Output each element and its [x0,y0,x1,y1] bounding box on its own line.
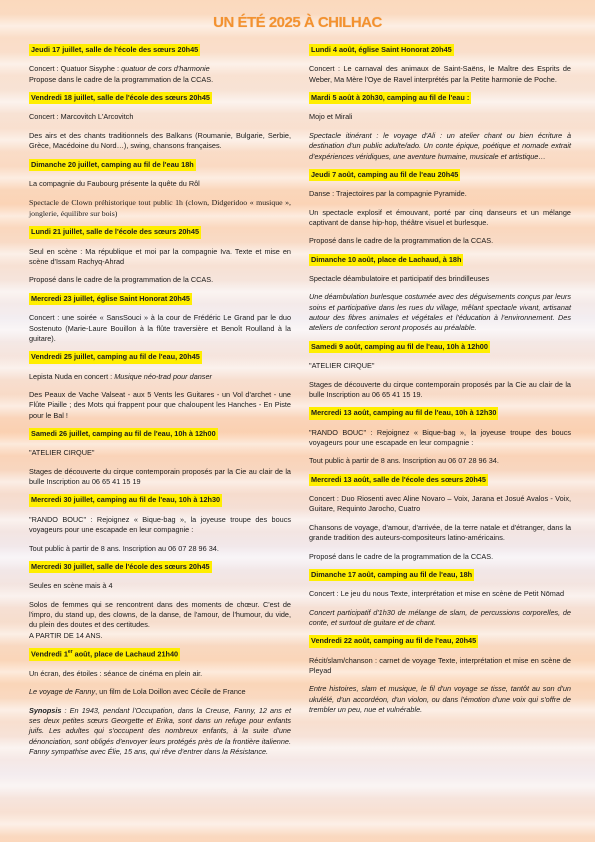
event-heading: Jeudi 7 août, camping au fil de l'eau 20h45 [309,169,460,181]
event-description: Concert : une soirée « SansSouci » à la cour de Frédéric Le Grand par le duo Sostenuto (Marie-Laure Bouillon à la flûte traversière et Benoît Roulland à la guitare). [29,313,291,343]
event-description: Danse : Trajectoires par la compagnie Pyramide. [309,189,467,199]
event-description: Concert participatif d'1h30 de mélange de slam, de percussions corporelles, de conte, et surtout de guitare et de chant. [309,607,571,627]
event-description: Concert : Quatuor Sisyphe : quatuor de cors d'harmonie Propose dans le cadre de la programmation de la CCAS. [29,64,214,84]
event-description: Tout public à partir de 8 ans. Inscription au 06 07 28 96 34. [309,456,499,466]
event-description: Tout public à partir de 8 ans. Inscription au 06 07 28 96 34. [29,543,219,553]
event-heading: Vendredi 18 juillet, salle de l'école des sœurs 20h45 [29,92,212,104]
event-heading: Samedi 9 août, camping au fil de l'eau, 10h à 12h00 [309,341,490,353]
event-aug-13-evening [309,474,571,562]
event-description: La compagnie du Faubourg présente la quête du Rôl [29,178,200,188]
event-description: Récit/slam/chanson : carnet de voyage Texte, interprétation et mise en scène de Pleyad [309,655,571,676]
event-jul-17 [29,44,291,85]
event-aug-13-morning [309,407,571,466]
event-heading: Mardi 5 août à 20h30, camping au fil de l'eau : [309,92,471,104]
event-jul-30-morning [29,494,291,553]
event-heading: Dimanche 17 août, camping au fil de l'eau, 18h [309,569,474,581]
event-description: Un spectacle explosif et émouvant, porté par cinq danseurs et un mélange captivant de danse hip-hop, théâtre visuel et burlesque. [309,207,571,227]
event-aug-4 [309,44,571,85]
event-description: Stages de découverte du cirque contemporain proposés par la Cie au clair de la bulle Inscription au 06 65 41 15 19. [309,379,571,399]
event-jul-21 [29,226,291,285]
event-description: Des Peaux de Vache Valseat - aux 5 Vents les Guitares - un Vol d'archet - une Flûte Piaille ; des Mots qui frappent pour que chaloupent les Hanches - En Piste pour le Bal ! [29,389,291,420]
event-heading: Vendredi 22 août, camping au fil de l'eau, 20h45 [309,635,478,647]
event-heading: Vendredi 25 juillet, camping au fil de l'eau, 20h45 [29,351,202,363]
event-heading: Jeudi 17 juillet, salle de l'école des sœurs 20h45 [29,44,200,56]
event-description: Seules en scène mais à 4 [29,581,113,591]
event-heading: Dimanche 20 juillet, camping au fil de l'eau 18h [29,159,196,171]
event-description: Spectacle déambulatoire et participatif des brindilleuses [309,274,490,284]
event-aug-5 [309,92,571,162]
event-description: "ATELIER CIRQUE" [309,361,375,371]
event-description: Proposé dans le cadre de la programmation de la CCAS. [309,551,494,561]
event-description: Stages de découverte du cirque contemporain proposés par la Cie au clair de la bulle Inscription au 06 65 41 15 19 [29,466,291,487]
right-column [309,44,571,715]
event-heading: Samedi 26 juillet, camping au fil de l'eau, 10h à 12h00 [29,428,218,440]
event-aug-7 [309,169,571,247]
event-heading: Mercredi 30 juillet, camping au fil de l'eau, 10h à 12h30 [29,494,222,506]
event-description: Solos de femmes qui se rencontrent dans des moments de chœur. C'est de l'impro, du stand up, des clowns, de la danse, de l'amour, de l'humour, du vide, du plein des doutes et des certitudes. A PARTIR DE 14 ANS. [29,599,291,640]
event-aug-17 [309,569,571,628]
event-description: Seul en scène : Ma république et moi par la compagnie Iva. Texte et mise en scène d'Issam Rachyq-Ahrad [29,246,291,267]
event-heading: Lundi 4 août, église Saint Honorat 20h45 [309,44,454,56]
event-description: Proposé dans le cadre de la programmation de la CCAS. [29,275,214,285]
event-description: Proposé dans le cadre de la programmation de la CCAS. [309,236,494,246]
event-synopsis: Synopsis : En 1943, pendant l'Occupation, dans la Creuse, Fanny, 12 ans et ses deux petites sœurs Georgette et Erika, sont dans un refuge pour enfants juifs. Les adultes qui s'occupent des nombreux enfants, à la suite d'une dénonciation, sont obligés d'envoyer leurs protégés près de la frontière italienne. Fanny sympathise avec Élie, 15 ans, qui rêve d'entrer dans la Résistance. [29,705,291,756]
event-heading: Mercredi 23 juillet, église Saint Honorat 20h45 [29,293,192,305]
event-description: "RANDO BOUC" : Rejoignez « Bique-bag », la joyeuse troupe des boucs voyageurs pour une escapade en leur compagnie : [29,514,291,535]
event-description: Concert : Le jeu du nous Texte, interprétation et mise en scène de Petit Nōmad [309,589,564,599]
event-heading: Vendredi 1er août, place de Lachaud 21h40 [29,648,180,661]
event-description: Chansons de voyage, d'amour, d'arrivée, de la terre natale et d'étranger, dans la grande tradition des auteurs-compositeurs latino-américains. [309,522,571,543]
event-description: Le voyage de Fanny, un film de Lola Doillon avec Cécile de France [29,687,246,697]
event-description: Spectacle itinérant : le voyage d'Ali : un atelier chant ou bien écriture à destination d'un public adulte/ado. Un conte épique, poétique et nomade extrait d'expériences véridiques, une aventure humaine, musicale et artistique… [309,130,571,161]
event-heading: Dimanche 10 août, place de Lachaud, à 18h [309,254,463,266]
event-heading: Mercredi 13 août, camping au fil de l'eau, 10h à 12h30 [309,407,498,419]
event-description: Un écran, des étoiles : séance de cinéma en plein air. [29,668,203,678]
event-aug-22 [309,635,571,715]
event-jul-18 [29,92,291,151]
event-jul-20 [29,159,291,220]
event-description: "RANDO BOUC" : Rejoignez « Bique-bag », la joyeuse troupe des boucs voyageurs pour une escapade en leur compagnie : [309,427,571,447]
event-description: Des airs et des chants traditionnels des Balkans (Roumanie, Bulgarie, Serbie, Grèce, Macédoine du Nord…), swing, chansons françaises. [29,130,291,151]
event-description: Entre histoires, slam et musique, le fil d'un voyage se tisse, tantôt au son d'un ukulélé, d'un accordéon, d'un violon, ou dans l'émotion d'une voix qui s'offre de trembler un peu, nue et vulnérable. [309,684,571,715]
event-aug-9 [309,341,571,400]
event-jul-23 [29,293,291,344]
event-description: Spectacle de Clown préhistorique tout public 1h (clown, Didgeridoo « musique », jonglerie, équilibre sur bois) [29,198,291,219]
event-description: Concert : Duo Riosenti avec Aline Novaro – Voix, Jarana et Josué Avalos - Voix, Guitare, Requinto Jarocho, Cuatro [309,494,571,514]
event-aug-1 [29,648,291,757]
event-description: Une déambulation burlesque costumée avec des déguisements conçus par leurs soins et participative dans les rues du village, mêlant spectacle vivant, artisanat autour des fibres animales et végétales et l'éducation à l'environnement. Des ateliers de confection seront proposés au préalable. [309,292,571,333]
event-description: "ATELIER CIRQUE" [29,448,95,458]
event-description: Concert : Le carnaval des animaux de Saint-Saëns, le Maître des Esprits de Weber, Ma Mère l'Oye de Ravel interprétés par la Petite harmonie de Poche. [309,64,571,84]
event-description: Mojo et Mirali [309,112,353,122]
event-jul-25 [29,351,291,421]
event-aug-10 [309,254,571,334]
event-heading: Mercredi 13 août, salle de l'école des sœurs 20h45 [309,474,488,486]
page-title: UN ÉTÉ 2025 À CHILHAC [213,14,382,31]
event-heading: Mercredi 30 juillet, salle de l'école des sœurs 20h45 [29,561,212,573]
left-column [29,44,291,757]
event-jul-26 [29,428,291,487]
event-description: Lepista Nuda en concert : Musique néo-trad pour danser [29,371,212,381]
event-heading: Lundi 21 juillet, salle de l'école des sœurs 20h45 [29,226,201,238]
event-jul-30-evening [29,561,291,641]
event-description: Concert : Marcovitch L'Arcovitch [29,112,134,122]
